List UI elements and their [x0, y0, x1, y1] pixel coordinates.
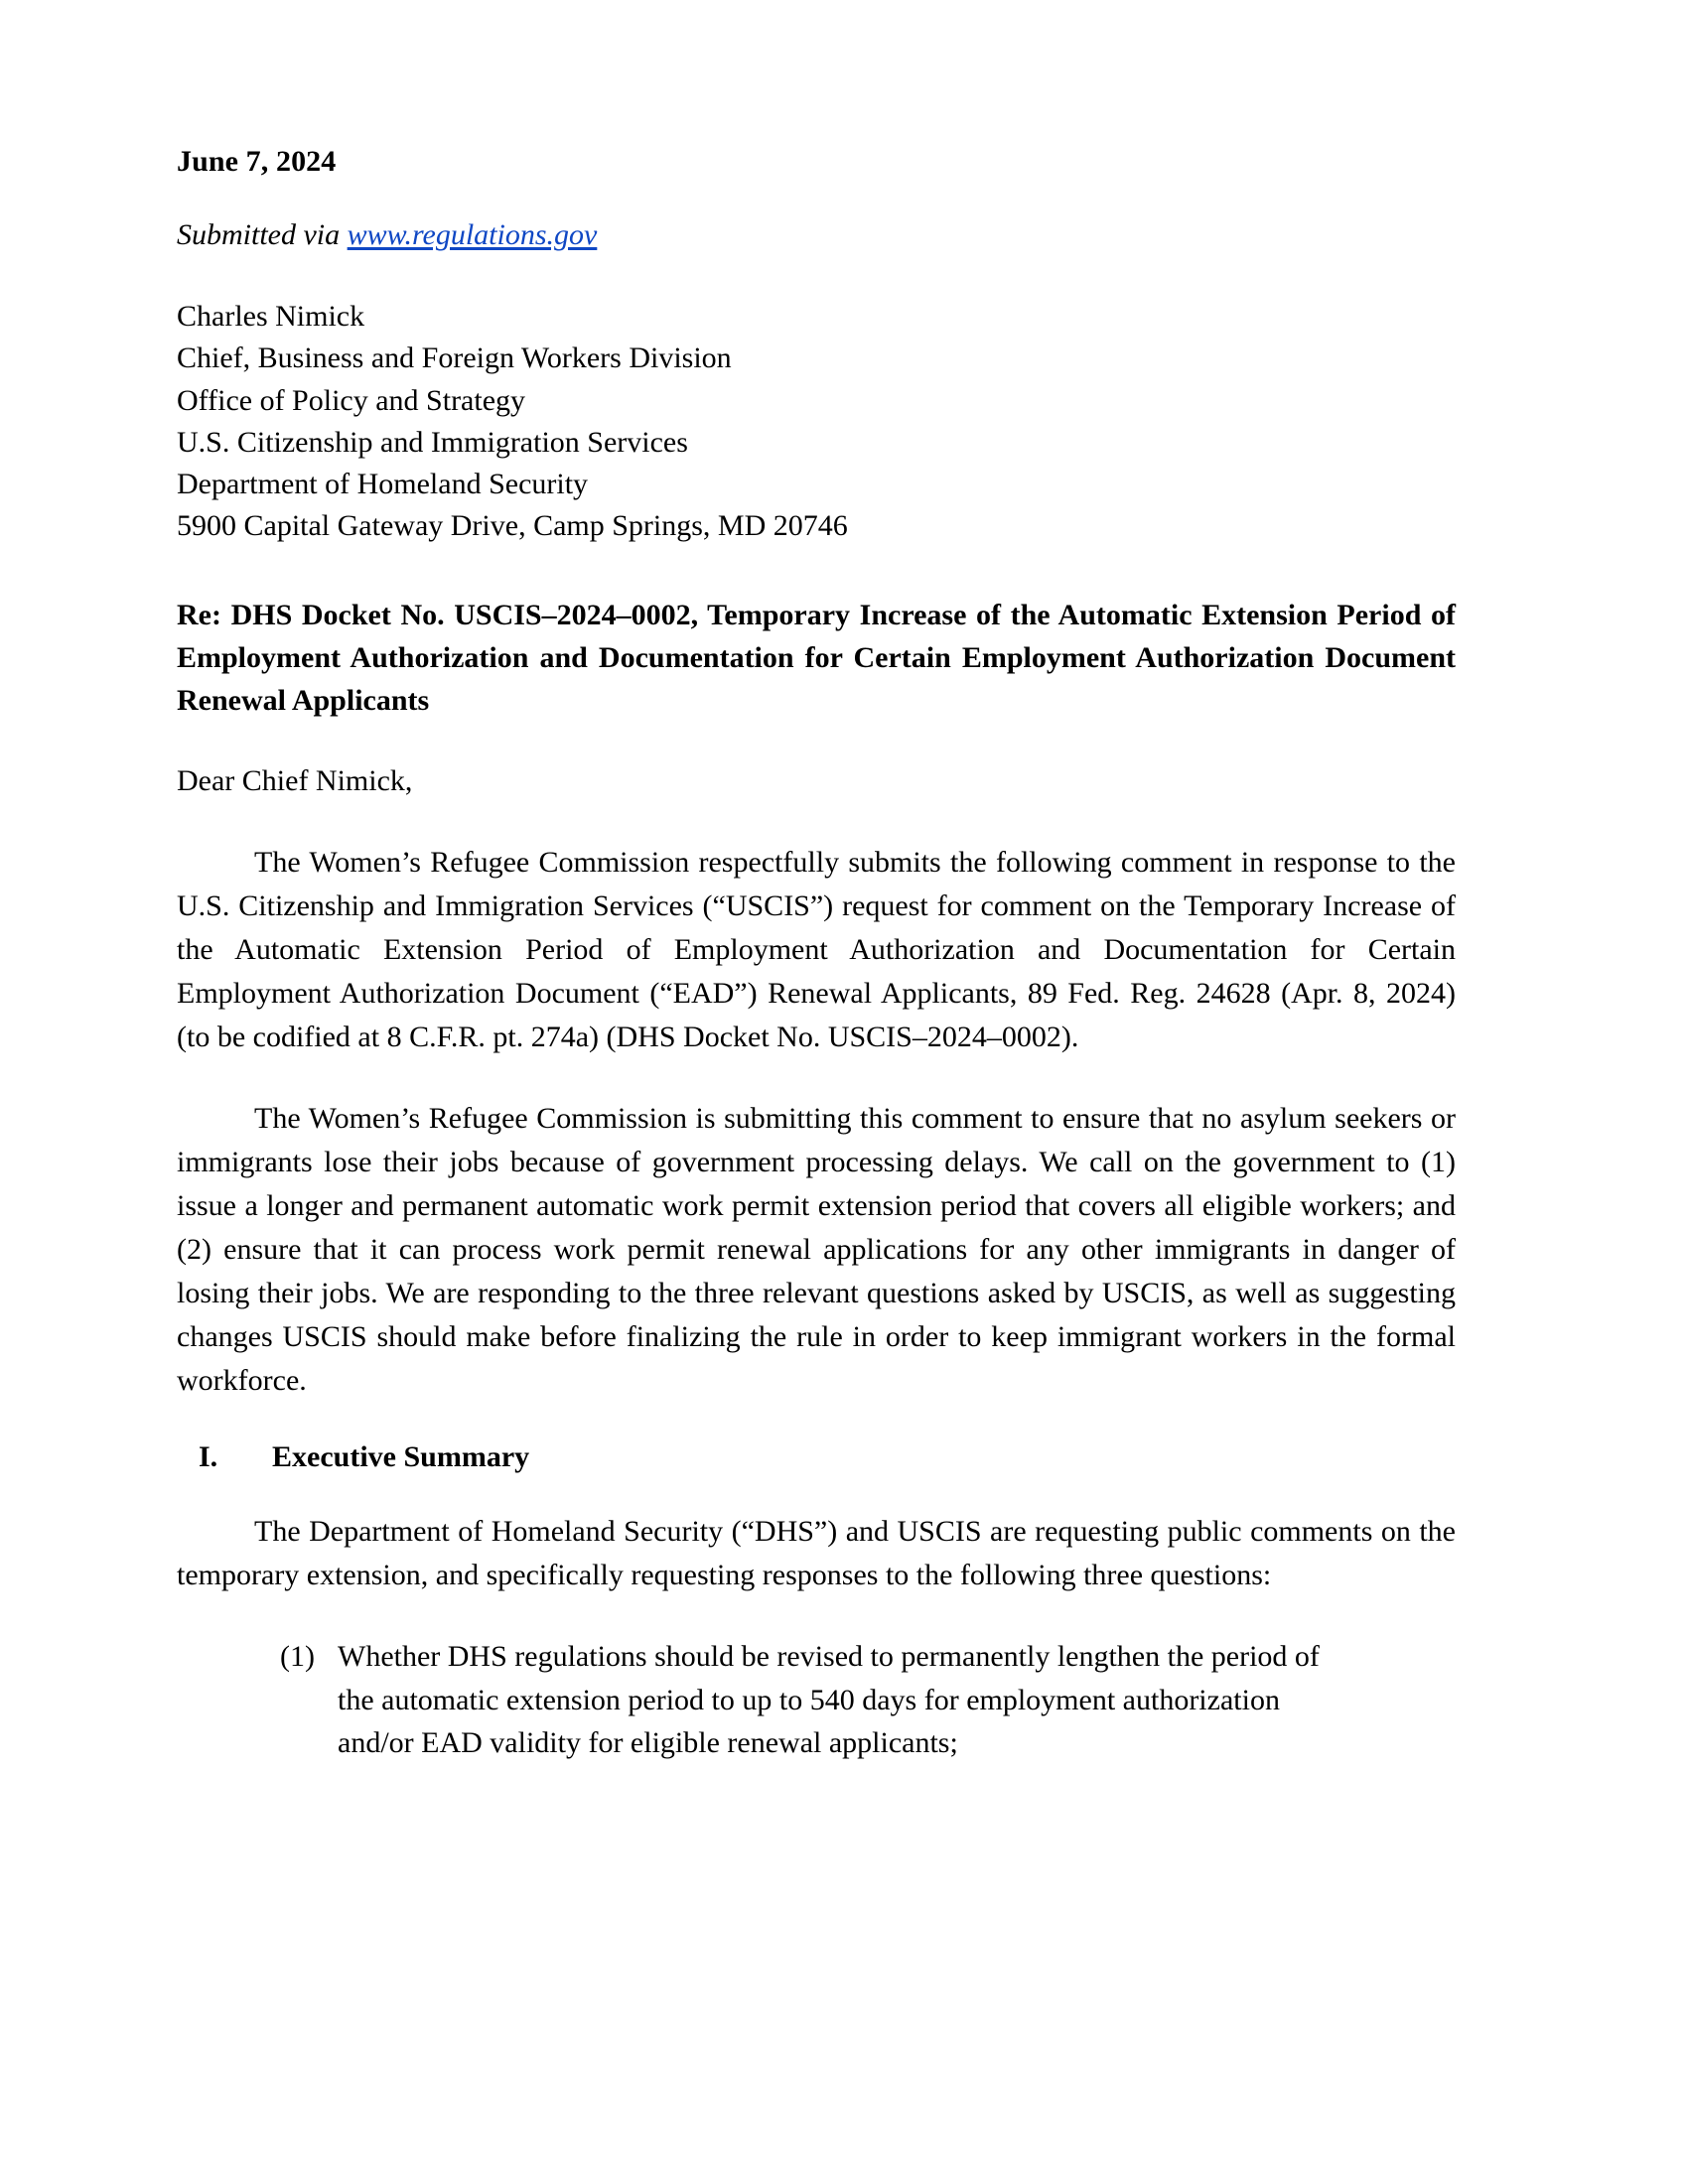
body-paragraph-1: The Women’s Refugee Commission respectfully submits the following comment in response to the U.S. Citizenship and Immigration Services (“USCIS”) request for comment on the Temporary Increase of the Automatic Extension Period of Employment Authorization and Documentation for Certain Employment Authorization Document (“EAD”) Renewal Applicants, 89 Fed. Reg. 24628 (Apr. 8, 2024) (to be codified at 8 C.F.R. pt. 274a) (DHS Docket No. USCIS–2024–0002).: [177, 846, 1456, 1054]
recipient-agency: U.S. Citizenship and Immigration Services: [177, 425, 688, 459]
recipient-department: Department of Homeland Security: [177, 468, 589, 501]
recipient-name: Charles Nimick: [177, 300, 365, 333]
list-item: [280, 1635, 1456, 1766]
list-item-text: [338, 1635, 1456, 1766]
list-item-marker: (1): [280, 1639, 315, 1673]
submitted-via-label: Submitted via: [177, 218, 348, 251]
recipient-office: Office of Policy and Strategy: [177, 383, 526, 417]
document-content: [177, 147, 1458, 1765]
body-paragraph-2: The Women’s Refugee Commission is submitting this comment to ensure that no asylum seekers or immigrants lose their jobs because of government processing delays. We call on the government to (1) issue a longer and permanent automatic work permit extension period that covers all eligible workers; and (2) ensure that it can process work permit renewal applications for any other immigrants in danger of losing their jobs. We are responding to the three relevant questions asked by USCIS, as well as suggesting changes USCIS should make before finalizing the rule in order to keep immigrant workers in the formal workforce.: [177, 1102, 1456, 1397]
section-title: Executive Summary: [272, 1439, 530, 1473]
recipient-title: Chief, Business and Foreign Workers Division: [177, 341, 732, 375]
recipient-address-block: [177, 296, 1458, 548]
salutation: Dear Chief Nimick,: [177, 764, 413, 798]
submission-method-line: [177, 220, 1458, 250]
section-intro-paragraph: The Department of Homeland Security (“DHS”) and USCIS are requesting public comments on the temporary extension, and specifically requesting responses to the following three questions:: [177, 1514, 1456, 1591]
list-item-line-2: the automatic extension period to up to 540 days for employment authorization: [338, 1683, 1280, 1716]
section-number: I.: [199, 1439, 218, 1473]
letter-date: June 7, 2024: [177, 145, 337, 178]
regulations-gov-link[interactable]: www.regulations.gov: [347, 218, 598, 251]
list-item-line-1: Whether DHS regulations should be revised to permanently lengthen the period of: [338, 1639, 1320, 1673]
list-item-line-3: and/or EAD validity for eligible renewal applicants;: [338, 1726, 958, 1760]
subject-line: Re: DHS Docket No. USCIS–2024–0002, Temporary Increase of the Automatic Extension Period of Employment Authorization and Documentation for Certain Employment Authorization Document Renewal Applicants: [177, 598, 1456, 717]
questions-list: [177, 1635, 1456, 1766]
recipient-street-address: 5900 Capital Gateway Drive, Camp Springs, MD 20746: [177, 509, 848, 543]
section-heading-executive-summary: [177, 1439, 1458, 1473]
